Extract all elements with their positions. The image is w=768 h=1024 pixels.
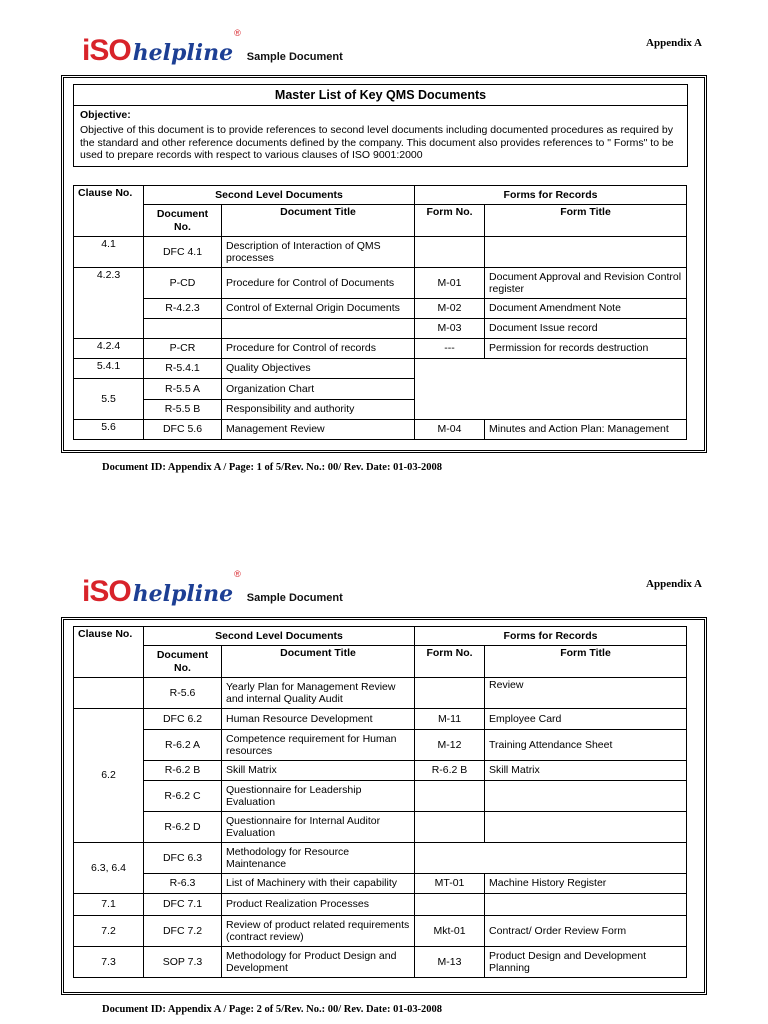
doc-title-cell: Responsibility and authority [222,400,415,420]
form-no-cell: Mkt-01 [415,916,485,947]
doc-title-cell: List of Machinery with their capability [222,874,415,894]
header-second-level: Second Level Documents [144,186,415,205]
header-clause: Clause No. [74,186,144,237]
logo-helpline-text: helpline [132,40,234,66]
table-row [74,678,687,709]
doc-title-cell: Procedure for Control of records [222,339,415,359]
clause-cell: 6.3, 6.4 [74,843,144,894]
doc-no-cell: R-5.6 [144,678,222,709]
form-no-cell: --- [415,339,485,359]
empty-forms-cell [415,359,687,420]
doc-no-cell: DFC 6.2 [144,709,222,730]
sample-document-label: Sample Document [246,592,343,604]
doc-title-cell: Description of Interaction of QMS processes [222,237,415,268]
form-title-cell [485,894,687,916]
form-no-cell: M-02 [415,299,485,319]
doc-title-cell: Competence requirement for Human resources [222,730,415,761]
table-row [74,812,687,843]
header-form-title: Form Title [485,205,687,237]
doc-title-cell: Skill Matrix [222,761,415,781]
form-no-cell: M-01 [415,268,485,299]
doc-no-cell: R-6.3 [144,874,222,894]
form-no-cell [415,812,485,843]
table-row [74,894,687,916]
isohelpline-logo [82,571,343,607]
doc-no-cell: P-CD [144,268,222,299]
table-row [74,420,687,440]
logo-iso-text: iSO [82,34,131,67]
doc-title-cell: Procedure for Control of Documents [222,268,415,299]
form-title-cell [485,237,687,268]
form-no-cell: M-04 [415,420,485,440]
clause-cell [74,678,144,709]
form-title-cell [485,812,687,843]
header-doc-no: Document No. [144,205,222,237]
doc-no-cell: R-6.2 A [144,730,222,761]
doc-no-cell: R-6.2 B [144,761,222,781]
page1-title-box [73,84,688,167]
doc-title-cell: Human Resource Development [222,709,415,730]
appendix-label: Appendix A [646,37,702,49]
isohelpline-logo [82,30,343,66]
document-id-footer: Document ID: Appendix A / Page: 2 of 5/Rev. No.: 00/ Rev. Date: 01-03-2008 [102,1004,443,1015]
doc-no-cell: SOP 7.3 [144,947,222,978]
form-no-cell [415,237,485,268]
clause-cell: 7.3 [74,947,144,978]
header-clause: Clause No. [74,627,144,678]
clause-cell: 4.2.3 [74,268,144,339]
form-no-cell: M-11 [415,709,485,730]
table-row [74,843,687,874]
documents-table-page2 [73,626,687,978]
form-title-cell: Document Approval and Revision Control register [485,268,687,299]
form-title-cell: Machine History Register [485,874,687,894]
doc-title-cell: Questionnaire for Internal Auditor Evaluation [222,812,415,843]
doc-title-cell: Management Review [222,420,415,440]
doc-title-cell: Yearly Plan for Management Review and internal Quality Audit [222,678,415,709]
table-row [74,730,687,761]
header-doc-title: Document Title [222,205,415,237]
table-row [74,268,687,299]
form-title-cell: Employee Card [485,709,687,730]
form-no-cell: M-03 [415,319,485,339]
table-row [74,339,687,359]
form-no-cell: M-12 [415,730,485,761]
doc-no-cell [144,319,222,339]
form-title-cell: Review [485,678,687,709]
sample-document-label: Sample Document [246,51,343,63]
objective-heading: Objective: [80,109,131,121]
doc-title-cell: Organization Chart [222,379,415,400]
documents-table-page1 [73,185,687,440]
header-second-level: Second Level Documents [144,627,415,646]
table-row [74,916,687,947]
header-form-no: Form No. [415,646,485,678]
table-row [74,947,687,978]
clause-cell: 7.1 [74,894,144,916]
doc-no-cell: R-5.5 A [144,379,222,400]
doc-title-cell: Product Realization Processes [222,894,415,916]
table-row [74,359,687,379]
form-title-cell: Contract/ Order Review Form [485,916,687,947]
doc-no-cell: DFC 7.1 [144,894,222,916]
table-row [74,299,687,319]
doc-title-cell [222,319,415,339]
document-id-footer: Document ID: Appendix A / Page: 1 of 5/Rev. No.: 00/ Rev. Date: 01-03-2008 [102,462,443,473]
doc-title-cell: Methodology for Resource Maintenance [222,843,415,874]
form-title-cell: Training Attendance Sheet [485,730,687,761]
table-row [74,319,687,339]
header-form-no: Form No. [415,205,485,237]
form-title-cell: Document Amendment Note [485,299,687,319]
table-row [74,874,687,894]
doc-no-cell: DFC 6.3 [144,843,222,874]
form-no-cell [415,781,485,812]
header-forms: Forms for Records [415,186,687,205]
form-title-cell: Minutes and Action Plan: Management [485,420,687,440]
form-title-cell: Permission for records destruction [485,339,687,359]
table-row [74,709,687,730]
form-no-cell [415,678,485,709]
header-doc-title: Document Title [222,646,415,678]
logo-iso-text: iSO [82,575,131,608]
clause-cell: 4.2.4 [74,339,144,359]
header-forms: Forms for Records [415,627,687,646]
table-row [74,761,687,781]
form-no-cell [415,894,485,916]
clause-cell: 5.6 [74,420,144,440]
registered-mark: ® [234,569,241,579]
registered-mark: ® [234,28,241,38]
doc-no-cell: R-6.2 C [144,781,222,812]
header-doc-no: Document No. [144,646,222,678]
doc-title-cell: Review of product related requirements (contract review) [222,916,415,947]
clause-cell: 5.5 [74,379,144,420]
doc-no-cell: DFC 4.1 [144,237,222,268]
table-row [74,781,687,812]
doc-title-cell: Questionnaire for Leadership Evaluation [222,781,415,812]
form-title-cell [485,781,687,812]
logo-helpline-text: helpline [132,581,234,607]
doc-title-cell: Quality Objectives [222,359,415,379]
doc-title-cell: Control of External Origin Documents [222,299,415,319]
doc-title-cell: Methodology for Product Design and Development [222,947,415,978]
doc-no-cell: R-4.2.3 [144,299,222,319]
doc-no-cell: DFC 7.2 [144,916,222,947]
doc-no-cell: DFC 5.6 [144,420,222,440]
form-title-cell: Product Design and Development Planning [485,947,687,978]
form-no-cell: R-6.2 B [415,761,485,781]
clause-cell: 4.1 [74,237,144,268]
form-title-cell: Skill Matrix [485,761,687,781]
clause-cell: 5.4.1 [74,359,144,379]
form-title-cell: Document Issue record [485,319,687,339]
clause-cell: 6.2 [74,709,144,843]
form-no-cell: MT-01 [415,874,485,894]
doc-no-cell: R-6.2 D [144,812,222,843]
doc-no-cell: R-5.5 B [144,400,222,420]
doc-no-cell: P-CR [144,339,222,359]
doc-no-cell: R-5.4.1 [144,359,222,379]
table-row [74,237,687,268]
clause-cell: 7.2 [74,916,144,947]
form-no-cell: M-13 [415,947,485,978]
document-title: Master List of Key QMS Documents [74,85,687,106]
appendix-label: Appendix A [646,578,702,590]
header-form-title: Form Title [485,646,687,678]
objective-text: Objective of this document is to provide references to second level documents including documented procedures as required by the standard and other reference documents defined by the company. This document also provides references to " Forms" to be used to prepare records with respect to various clauses of ISO 9001:2000 [80,124,674,161]
empty-forms-cell [415,843,687,874]
